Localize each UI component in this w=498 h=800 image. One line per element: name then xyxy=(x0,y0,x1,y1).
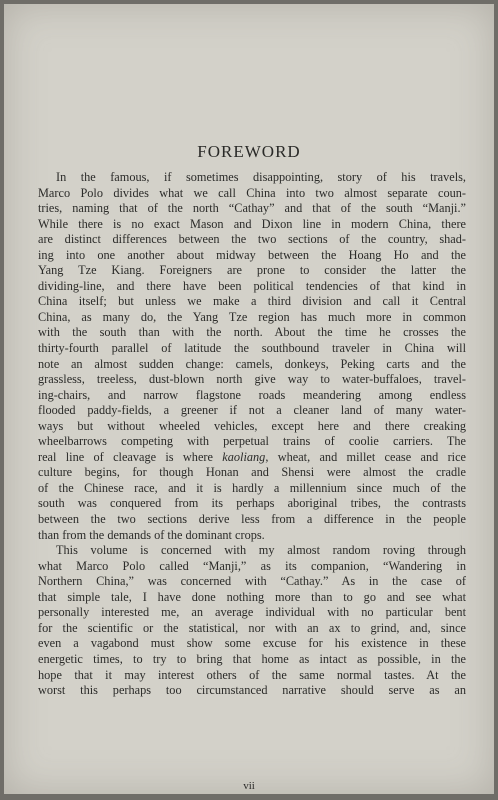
text-line: China, as many do, the Yang Tze region has much more in common xyxy=(38,309,466,324)
text-line: tries, naming that of the north “Cathay” and that of the south “Manji.” xyxy=(38,201,466,216)
text-line: dividing-line, and there have been political tendencies of that kind in xyxy=(38,278,466,293)
text-line: ing into one another about midway between the Hoang Ho and the xyxy=(38,247,466,262)
text-line: personally interested me, an average individual with no particular bent xyxy=(38,605,466,620)
text-line: Yang Tze Kiang. Foreigners are prone to consider the latter the xyxy=(38,263,466,278)
text-line: China itself; but unless we make a third division and call it Central xyxy=(38,294,466,309)
text-line: ways but without wheeled vehicles, except here and there creaking xyxy=(38,418,466,433)
text-line: This volume is concerned with my almost random roving through xyxy=(56,543,466,558)
text-line: grassless, treeless, dust-blown north give way to water-buffaloes, travel- xyxy=(38,372,466,387)
text-line: are distinct differences between the two sections of the country, shad- xyxy=(38,232,466,247)
text-line: Northern China,” was concerned with “Cathay.” As in the case of xyxy=(38,574,466,589)
body-text xyxy=(38,170,466,699)
text-line: culture begins, for though Honan and Shensi were almost the cradle xyxy=(38,465,466,480)
page-number: vii xyxy=(243,780,255,792)
text-line: note an almost sudden change: camels, donkeys, Peking carts and the xyxy=(38,356,466,371)
text-line: worst this perhaps too circumstanced narrative should serve as an xyxy=(38,683,466,698)
text-line: While there is no exact Mason and Dixon line in modern China, there xyxy=(38,216,466,231)
text-line: south was conquered from its perhaps aboriginal tribes, the contrasts xyxy=(38,496,466,511)
text-line: thirty-fourth parallel of latitude the southbound traveler in China will xyxy=(38,341,466,356)
text-line: for the scientific or the statistical, nor with an ax to grind, and, since xyxy=(38,620,466,635)
text-line: In the famous, if sometimes disappointing, story of his travels, xyxy=(56,170,466,184)
text-line: of the Chinese race, and it is hardly a millennium since much of the xyxy=(38,480,466,495)
text-line: wheelbarrows competing with perpetual trains of coolie carriers. The xyxy=(38,434,466,449)
text-line: than from the demands of the dominant crops. xyxy=(38,527,265,542)
text-line: between the two sections derive less from a difference in the people xyxy=(38,512,466,527)
text-line: energetic times, to try to bring that home as intact as possible, in the xyxy=(38,651,466,666)
book-page xyxy=(4,4,494,794)
text-line: Marco Polo divides what we call China into two almost separate coun- xyxy=(38,185,466,200)
text-line: hope that it may interest others of the same normal tastes. At the xyxy=(38,667,466,682)
text-line: real line of cleavage is where kaoliang, wheat, and millet cease and rice xyxy=(38,449,466,464)
text-line: flooded paddy-fields, a greener if not a cleaner land of many water- xyxy=(38,403,466,418)
text-line: what Marco Polo called “Manji,” as its companion, “Wandering in xyxy=(38,558,466,573)
text-line: that simple tale, I have done nothing more than to go and see what xyxy=(38,589,466,604)
text-line: even a vagabond must show some excuse for his existence in these xyxy=(38,636,466,651)
page-title: FOREWORD xyxy=(197,142,301,161)
text-line: with the south than with the north. About the time he crosses the xyxy=(38,325,466,340)
text-line: ing-chairs, and narrow flagstone roads meandering among endless xyxy=(38,387,466,402)
